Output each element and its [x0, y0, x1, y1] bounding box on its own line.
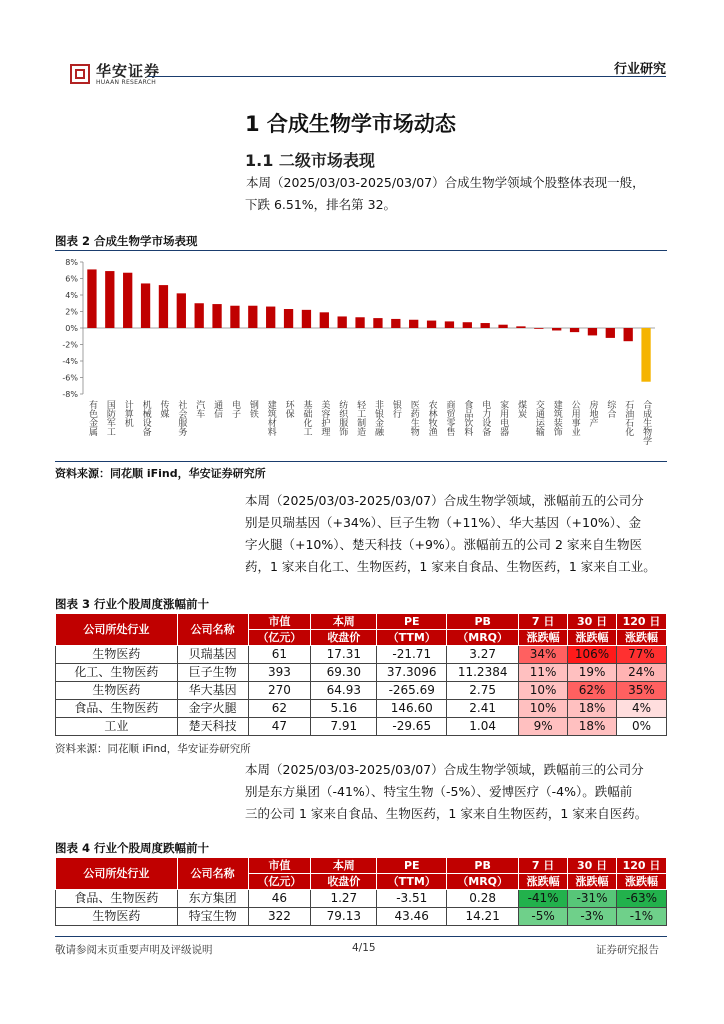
top-losers-table	[55, 857, 667, 926]
cell-7d-change: -41%	[519, 890, 568, 908]
cell-close: 64.93	[311, 682, 377, 700]
bar-房地产	[588, 328, 597, 335]
cell-pe: -3.51	[377, 890, 447, 908]
cell-30d-change: 18%	[568, 700, 617, 718]
cell-30d-change: 19%	[568, 664, 617, 682]
table-row	[56, 718, 667, 736]
col-120d-unit: 涨跌幅	[617, 630, 667, 646]
bar-交通运输	[534, 328, 543, 329]
figure-3-title: 图表 3 行业个股周度涨幅前十	[55, 597, 210, 611]
bar-家用电器	[498, 325, 507, 328]
bar-农林牧渔	[427, 321, 436, 328]
industry-performance-chart	[55, 254, 667, 460]
x-tick-label: 有色金属	[86, 400, 97, 436]
x-tick-label: 建筑材料	[265, 400, 276, 436]
cell-close: 79.13	[311, 908, 377, 926]
cell-market-value: 46	[248, 890, 311, 908]
cell-7d-change: -5%	[519, 908, 568, 926]
logo-text: 华安证券	[96, 62, 161, 80]
x-tick-label: 机械设备	[140, 400, 151, 436]
cell-industry: 生物医药	[56, 682, 178, 700]
cell-7d-change: 11%	[519, 664, 568, 682]
cell-company: 华大基因	[177, 682, 248, 700]
col-30d: 30 日	[568, 858, 617, 874]
footer-divider	[55, 936, 667, 937]
cell-industry: 食品、生物医药	[56, 890, 178, 908]
header-divider	[148, 76, 666, 77]
bar-基础化工	[302, 310, 311, 328]
x-tick-label: 电力设备	[480, 400, 491, 436]
paragraph-1-line-1: 本周（2025/03/03-2025/03/07）合成生物学领域个股整体表现一般，	[246, 175, 645, 190]
bar-食品饮料	[463, 322, 472, 328]
bar-医药生物	[409, 320, 418, 328]
page-number: 4/15	[352, 942, 376, 954]
col-pb-unit: （MRQ）	[447, 874, 519, 890]
col-pb-unit: （MRQ）	[447, 630, 519, 646]
cell-120d-change: -1%	[616, 908, 666, 926]
top-gainers-table	[55, 613, 667, 736]
x-tick-label: 煤炭	[515, 400, 526, 418]
table-row	[56, 646, 667, 664]
col-120d: 120 日	[616, 858, 666, 874]
figure-4-title: 图表 4 行业个股周度跌幅前十	[55, 841, 210, 855]
paragraph-2-line: 字火腿（+10%）、楚天科技（+9%）。涨幅前五的公司 2 家来自生物医	[245, 537, 642, 552]
cell-market-value: 61	[248, 646, 311, 664]
col-mv-unit: （亿元）	[248, 874, 311, 890]
col-7d-unit: 涨跌幅	[519, 874, 568, 890]
paragraph-2-line: 药，1 家来自化工、生物医药，1 家来自食品、生物医药，1 家来自工业。	[245, 559, 656, 574]
cell-120d-change: 0%	[617, 718, 667, 736]
x-tick-label: 综合	[605, 400, 616, 418]
x-tick-label: 计算机	[122, 400, 133, 427]
col-mv: 市值	[248, 614, 311, 630]
cell-pe: 37.3096	[377, 664, 447, 682]
y-tick-label: 2%	[65, 307, 78, 317]
cell-pb: 2.75	[447, 682, 519, 700]
cell-industry: 生物医药	[56, 908, 178, 926]
bar-轻工制造	[355, 317, 364, 328]
section-title: 1 合成生物学市场动态	[245, 112, 456, 136]
x-tick-label: 家用电器	[498, 400, 509, 436]
cell-pe: -265.69	[377, 682, 447, 700]
y-tick-label: 0%	[65, 324, 78, 333]
x-tick-label: 轻工制造	[355, 400, 366, 436]
cell-market-value: 47	[248, 718, 311, 736]
x-tick-label: 交通运输	[533, 400, 544, 436]
x-tick-label: 社会服务	[176, 400, 187, 436]
bar-公用事业	[570, 328, 579, 332]
col-120d: 120 日	[617, 614, 667, 630]
x-tick-label: 纺织服饰	[337, 400, 348, 436]
cell-close: 17.31	[311, 646, 377, 664]
cell-120d-change: 4%	[617, 700, 667, 718]
paragraph-1-line-2: 下跌 6.51%，排名第 32。	[245, 197, 397, 212]
cell-120d-change: -63%	[616, 890, 666, 908]
bar-美容护理	[320, 312, 329, 328]
bar-社会服务	[177, 293, 186, 328]
bar-电力设备	[481, 323, 490, 328]
col-120d-unit: 涨跌幅	[616, 874, 666, 890]
paragraph-1	[245, 172, 670, 216]
x-tick-label: 基础化工	[301, 400, 312, 436]
col-pe: PE	[377, 614, 447, 630]
bar-计算机	[123, 273, 132, 328]
cell-company: 特宝生物	[177, 908, 248, 926]
figure-2-title: 图表 2 合成生物学市场表现	[55, 234, 198, 248]
bar-电子	[230, 306, 239, 328]
bar-钢铁	[248, 306, 257, 328]
x-tick-label: 合成生物学	[641, 400, 652, 445]
col-7d-unit: 涨跌幅	[519, 630, 568, 646]
x-tick-label: 电子	[229, 400, 240, 418]
cell-30d-change: 106%	[568, 646, 617, 664]
bar-国防军工	[105, 271, 114, 328]
x-tick-label: 通信	[212, 400, 223, 418]
y-tick-label: 8%	[65, 258, 78, 267]
x-tick-label: 非银金融	[372, 400, 383, 436]
cell-company: 贝瑞基因	[177, 646, 248, 664]
col-close: 本周	[311, 614, 377, 630]
bar-建筑装饰	[552, 328, 561, 330]
cell-pe: 43.46	[377, 908, 447, 926]
figure-2-bottom-rule	[55, 461, 667, 462]
x-tick-label: 美容护理	[319, 400, 330, 436]
col-pe-unit: （TTM）	[377, 630, 447, 646]
x-tick-label: 商贸零售	[444, 400, 455, 436]
col-mv-unit: （亿元）	[248, 630, 311, 646]
col-name: 公司名称	[177, 614, 248, 646]
cell-7d-change: 34%	[519, 646, 568, 664]
y-tick-label: -8%	[62, 390, 78, 399]
col-pb: PB	[447, 614, 519, 630]
cell-industry: 生物医药	[56, 646, 178, 664]
cell-pb: 0.28	[447, 890, 519, 908]
cell-company: 东方集团	[177, 890, 248, 908]
bar-通信	[212, 304, 221, 328]
report-type-tag: 行业研究	[614, 62, 667, 77]
x-tick-label: 银行	[390, 400, 401, 418]
x-tick-label: 医药生物	[408, 400, 419, 436]
x-tick-label: 建筑装饰	[551, 400, 562, 436]
paragraph-3-line: 别是东方巢团（-41%）、特宝生物（-5%）、爱博医疗（-4%）。跌幅前	[245, 784, 633, 799]
cell-close: 5.16	[311, 700, 377, 718]
paragraph-3	[245, 759, 670, 825]
col-pe-unit: （TTM）	[377, 874, 447, 890]
paragraph-2	[245, 490, 670, 578]
cell-pb: 3.27	[447, 646, 519, 664]
x-tick-label: 汽车	[194, 400, 205, 418]
col-30d: 30 日	[568, 614, 617, 630]
table-row	[56, 682, 667, 700]
logo-subtext: HUAAN RESEARCH	[96, 79, 157, 86]
col-7d: 7 日	[519, 858, 568, 874]
bar-合成生物学	[641, 328, 650, 382]
y-tick-label: 4%	[65, 291, 78, 300]
table-header-row	[56, 614, 667, 630]
col-mv: 市值	[248, 858, 311, 874]
col-close-unit: 收盘价	[311, 874, 377, 890]
cell-close: 69.30	[311, 664, 377, 682]
bar-煤炭	[516, 326, 525, 328]
bar-传媒	[159, 285, 168, 328]
y-tick-label: -2%	[62, 340, 78, 350]
x-tick-label: 石油石化	[623, 400, 634, 436]
table-row	[56, 700, 667, 718]
table-row	[56, 908, 667, 926]
paragraph-2-line: 本周（2025/03/03-2025/03/07）合成生物学领域，涨幅前五的公司分	[245, 493, 644, 508]
cell-pe: -29.65	[377, 718, 447, 736]
col-industry: 公司所处行业	[56, 858, 178, 890]
x-tick-label: 房地产	[587, 400, 598, 427]
cell-30d-change: -31%	[568, 890, 617, 908]
bar-纺织服饰	[338, 316, 347, 328]
x-tick-label: 农林牧渔	[426, 400, 437, 436]
bar-非银金融	[373, 318, 382, 328]
paragraph-2-line: 别是贝瑞基因（+34%）、巨子生物（+11%）、华大基因（+10%）、金	[245, 515, 642, 530]
bar-建筑材料	[266, 307, 275, 328]
cell-industry: 化工、生物医药	[56, 664, 178, 682]
table-row	[56, 664, 667, 682]
bar-机械设备	[141, 283, 150, 328]
paragraph-3-line: 本周（2025/03/03-2025/03/07）合成生物学领域，跌幅前三的公司分	[245, 762, 644, 777]
cell-7d-change: 10%	[519, 682, 568, 700]
figure-3-source: 资料来源：同花顺 iFind，华安证券研究所	[55, 743, 251, 755]
cell-30d-change: 62%	[568, 682, 617, 700]
bar-石油石化	[624, 328, 633, 341]
cell-industry: 食品、生物医药	[56, 700, 178, 718]
cell-market-value: 322	[248, 908, 311, 926]
cell-market-value: 393	[248, 664, 311, 682]
table-row	[56, 890, 667, 908]
bar-有色金属	[87, 269, 96, 328]
y-tick-label: 6%	[65, 274, 78, 284]
x-tick-label: 公用事业	[569, 400, 580, 436]
col-close: 本周	[311, 858, 377, 874]
x-tick-label: 钢铁	[247, 400, 258, 418]
company-logo-icon	[70, 64, 90, 84]
col-30d-unit: 涨跌幅	[568, 630, 617, 646]
cell-120d-change: 35%	[617, 682, 667, 700]
bar-综合	[606, 328, 615, 338]
y-tick-label: -6%	[62, 373, 78, 383]
cell-close: 7.91	[311, 718, 377, 736]
cell-30d-change: -3%	[568, 908, 617, 926]
col-pb: PB	[447, 858, 519, 874]
cell-company: 巨子生物	[177, 664, 248, 682]
x-tick-label: 国防军工	[104, 400, 115, 436]
cell-market-value: 62	[248, 700, 311, 718]
figure-2-source: 资料来源：同花顺 iFind，华安证券研究所	[55, 467, 266, 480]
x-tick-label: 环保	[283, 400, 294, 418]
bar-环保	[284, 309, 293, 328]
cell-company: 楚天科技	[177, 718, 248, 736]
cell-close: 1.27	[311, 890, 377, 908]
table-header-row	[56, 858, 667, 874]
cell-7d-change: 9%	[519, 718, 568, 736]
bar-汽车	[195, 303, 204, 328]
col-name: 公司名称	[177, 858, 248, 890]
footer-disclaimer: 敬请参阅末页重要声明及评级说明	[55, 944, 213, 956]
cell-pb: 14.21	[447, 908, 519, 926]
bar-银行	[391, 319, 400, 328]
subsection-title: 1.1 二级市场表现	[245, 151, 375, 170]
col-close-unit: 收盘价	[311, 630, 377, 646]
x-tick-label: 传媒	[158, 400, 169, 418]
cell-pe: 146.60	[377, 700, 447, 718]
cell-pe: -21.71	[377, 646, 447, 664]
col-7d: 7 日	[519, 614, 568, 630]
cell-30d-change: 18%	[568, 718, 617, 736]
cell-7d-change: 10%	[519, 700, 568, 718]
paragraph-3-line: 三的公司 1 家来自食品、生物医药，1 家来自生物医药，1 家来自医药。	[245, 806, 648, 821]
bar-商贸零售	[445, 321, 454, 328]
col-30d-unit: 涨跌幅	[568, 874, 617, 890]
footer-report-type: 证券研究报告	[596, 944, 659, 956]
cell-120d-change: 77%	[617, 646, 667, 664]
cell-pb: 11.2384	[447, 664, 519, 682]
cell-pb: 1.04	[447, 718, 519, 736]
cell-industry: 工业	[56, 718, 178, 736]
x-tick-label: 食品饮料	[462, 400, 473, 436]
cell-company: 金字火腿	[177, 700, 248, 718]
col-industry: 公司所处行业	[56, 614, 178, 646]
cell-pb: 2.41	[447, 700, 519, 718]
cell-market-value: 270	[248, 682, 311, 700]
y-tick-label: -4%	[62, 357, 78, 366]
col-pe: PE	[377, 858, 447, 874]
figure-2-top-rule	[55, 250, 667, 251]
cell-120d-change: 24%	[617, 664, 667, 682]
